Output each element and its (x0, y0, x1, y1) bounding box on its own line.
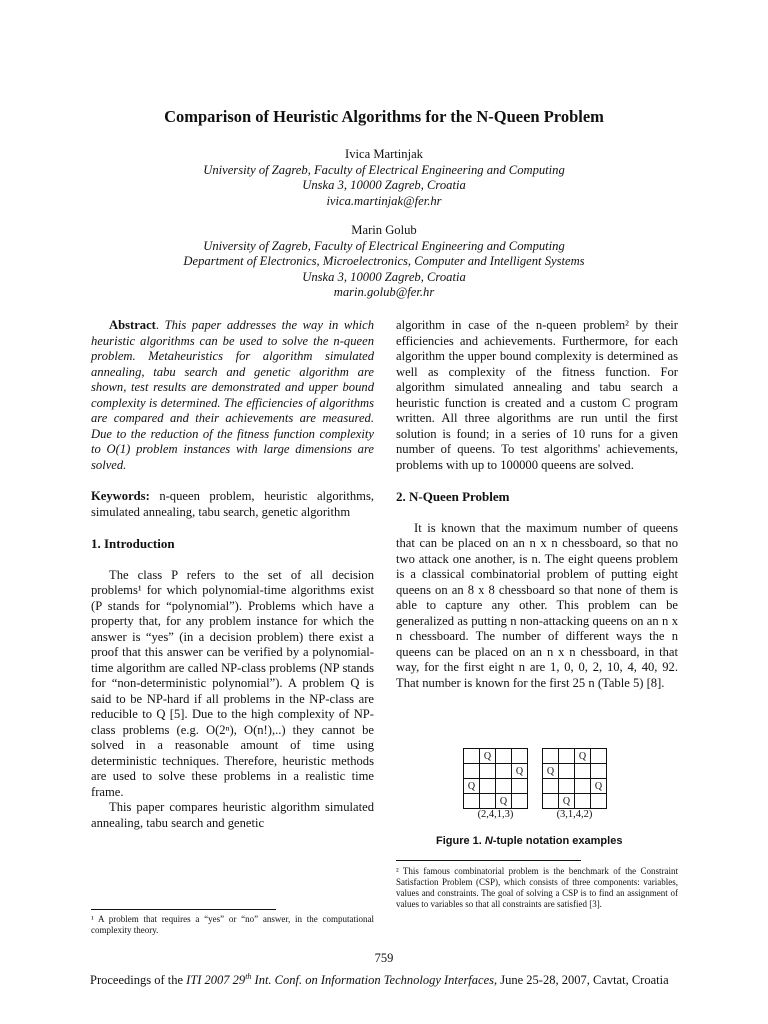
board-cell (559, 749, 575, 764)
board-cell (575, 779, 591, 794)
paper-title: Comparison of Heuristic Algorithms for the N-Queen Problem (164, 107, 604, 126)
board-label-1: (2,4,1,3) (477, 809, 514, 820)
author-name-2: Marin Golub (351, 223, 417, 237)
board-cell: Q (512, 764, 528, 779)
board-cell: Q (464, 779, 480, 794)
board-cell (543, 749, 559, 764)
keywords-label: Keywords: (91, 489, 150, 503)
figure-caption (436, 835, 622, 847)
footnote-rule-1 (91, 909, 276, 910)
board-cell (559, 779, 575, 794)
board-cell (464, 764, 480, 779)
proceedings-conf-b: Int. Conf. on Information Technology Interfaces, (251, 973, 498, 987)
caption-rest: -tuple notation examples (492, 835, 623, 847)
board-2413 (463, 748, 528, 820)
board-cell (496, 779, 512, 794)
right-column (396, 318, 678, 691)
section-heading-nqueen: 2. N-Queen Problem (396, 489, 510, 504)
board-cell (464, 794, 480, 809)
board-cell (512, 779, 528, 794)
board-cell (512, 749, 528, 764)
footnote-2: ² This famous combinatorial problem is the benchmark of the Constraint Satisfaction Problem (CSP), which consists of three components: variables, values and constraints. The goal of solving a CSP is to find an assignment of values to variables so that all constraints are satisfied [3]. (396, 866, 678, 909)
author-affiliation-1: University of Zagreb, Faculty of Electrical Engineering and Computing (203, 162, 565, 177)
board-cell (480, 764, 496, 779)
proceedings-prefix: Proceedings of the (90, 973, 187, 987)
board-cell (496, 749, 512, 764)
author-email-2: marin.golub@fer.hr (333, 285, 435, 300)
board-cell (575, 794, 591, 809)
page-number: 759 (374, 951, 394, 965)
proceedings-conf-a: ITI 2007 29 (186, 973, 246, 987)
board-cell (464, 749, 480, 764)
board-cell: Q (591, 779, 607, 794)
author-block-1 (0, 147, 768, 209)
board-cell (543, 794, 559, 809)
board-cell: Q (480, 749, 496, 764)
intro-paragraph-1: The class P refers to the set of all decision problems¹ for which polynomial-time algorithms exist (P stands for “polynomial”). Problems which have a property that, for any problem instance for which the answer is “yes” (in a decision problem) there exist a proof that this answer can be verified by a polynomial-time algorithm are called NP-class problems (NP stands for “non-deterministic polynomial”). A problem Q is said to be NP-hard if all problems in the NP-class are reducible to Q [5]. Due to the high complexity of NP-class problems (e.g. O(2ⁿ), O(n!),..) they cannot be solved in a reasonable amount of time using deterministic techniques. Therefore, heuristic methods are used to solve these problems in a realistic time frame. (91, 567, 374, 799)
proceedings-footer (90, 973, 669, 988)
author-address-2: Unska 3, 10000 Zagreb, Croatia (302, 269, 466, 284)
author-department-2: Department of Electronics, Microelectronics, Computer and Intelligent Systems (183, 254, 585, 269)
board-cell (591, 794, 607, 809)
chessboard-1 (463, 748, 528, 809)
board-cell (480, 779, 496, 794)
footnote-rule-2 (396, 860, 581, 861)
abstract-text: This paper addresses the way in which heuristic algorithms can be used to solve the n-queen problem. Metaheuristics for algorithm simulated annealing, tabu search and genetic algorithm are shown, test results are demonstrated and upper bound complexity is determined. The efficiencies of algorithms are compared and their achievements are measured. Due to the reduction of the fitness function complexity to O(1) problem instances with large dimensions are solved. (91, 318, 375, 472)
author-address-1: Unska 3, 10000 Zagreb, Croatia (302, 178, 466, 193)
caption-n: N (484, 835, 493, 847)
board-cell (496, 764, 512, 779)
board-label-2: (3,1,4,2) (556, 809, 593, 820)
intro-continued: algorithm in case of the n-queen problem² by their efficiencies and achievements. Furthermore, for each algorithm the upper bound complexity is determined as well as complexity of the fitness function. For algorithm simulated annealing and tabu search a heuristic function is created and a custom C program written. All three algorithms are run until the first solution is found; in a series of 10 runs for a given number of queens. To test algorithms' achievements, problems with up to 100000 queens are solved. (396, 318, 678, 472)
author-affiliation-2: University of Zagreb, Faculty of Electrical Engineering and Computing (203, 238, 565, 253)
nqueen-paragraph-1: It is known that the maximum number of queens that can be placed on an n x n chessboard, so that no two attack one another, is n. The eight queens problem is a classical combinatorial problem of putting eight queens on an 8 x 8 chessboard so that none of them is able to capture any other. This problem can be generalized as putting n non-attacking queens on an n x n chessboard. The number of different ways the n queens can be placed on an n x n chessboard, in that way, for the first eight n are 1, 0, 0, 2, 10, 4, 40, 92. That number is known for the first 25 n (Table 5) [8]. (396, 520, 678, 690)
board-cell: Q (543, 764, 559, 779)
keywords-text: n-queen problem, heuristic algorithms, simulated annealing, tabu search, genetic algorithm (91, 489, 374, 519)
board-cell (543, 779, 559, 794)
author-name-1: Ivica Martinjak (345, 147, 423, 161)
proceedings-suffix: June 25-28, 2007, Cavtat, Croatia (497, 973, 669, 987)
board-cell (591, 749, 607, 764)
author-email-1: ivica.martinjak@fer.hr (326, 193, 442, 208)
abstract: Abstract. This paper addresses the way in which heuristic algorithms can be used to solve the n-queen problem. Metaheuristics for algorithm simulated annealing, tabu search and genetic algorithm are shown, test results are demonstrated and upper bound complexity is determined. The efficiencies of algorithms are compared and their achievements are measured. Due to the reduction of the fitness function complexity to O(1) problem instances with large dimensions are solved. (91, 318, 375, 472)
board-cell (575, 764, 591, 779)
left-column (91, 318, 374, 831)
board-3142 (542, 748, 607, 820)
board-cell: Q (496, 794, 512, 809)
board-cell (512, 794, 528, 809)
keywords (91, 489, 374, 520)
intro-paragraph-2: This paper compares heuristic algorithm simulated annealing, tabu search and genetic (91, 800, 374, 830)
board-cell: Q (559, 794, 575, 809)
board-cell (591, 764, 607, 779)
author-block-2 (0, 223, 768, 301)
abstract-label: Abstract (109, 318, 156, 332)
section-heading-introduction: 1. Introduction (91, 536, 175, 551)
chessboard-2 (542, 748, 607, 809)
board-cell (480, 794, 496, 809)
board-cell: Q (575, 749, 591, 764)
board-cell (559, 764, 575, 779)
caption-prefix: Figure 1. (436, 835, 482, 847)
footnote-1: ¹ A problem that requires a “yes” or “no” answer, in the computational complexity theory. (91, 914, 374, 935)
proceedings-conf-sup: th (245, 971, 252, 981)
